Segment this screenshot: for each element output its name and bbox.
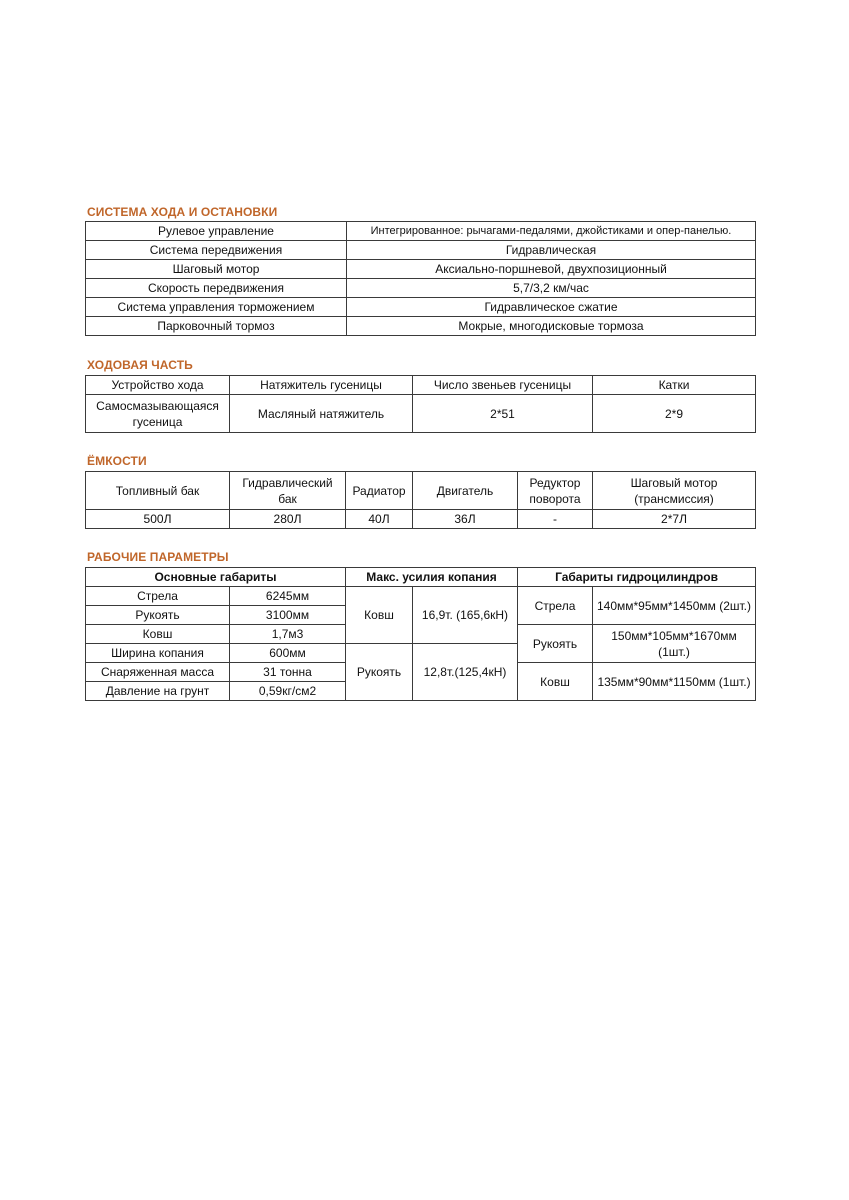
header-cell: Шаговый мотор (трансмиссия) [593,472,756,510]
value-cell: - [518,510,593,529]
cylinder-value: 150мм*105мм*1670мм (1шт.) [593,625,756,663]
dimension-label: Рукоять [86,606,230,625]
table-row [86,510,756,529]
group-header-dimensions: Основные габариты [86,568,346,587]
row-value: Интегрированное: рычагами-педалями, джойстиками и опер-панелью. [347,222,756,241]
row-label: Парковочный тормоз [86,317,347,336]
dimension-label: Ширина копания [86,644,230,663]
dimension-label: Давление на грунт [86,682,230,701]
header-cell: Натяжитель гусеницы [230,376,413,395]
header-cell: Катки [593,376,756,395]
dimension-value: 1,7м3 [230,625,346,644]
header-cell: Устройство хода [86,376,230,395]
section-title-undercarriage: ХОДОВАЯ ЧАСТЬ [87,358,193,372]
cylinder-value: 140мм*95мм*1450мм (2шт.) [593,587,756,625]
row-label: Шаговый мотор [86,260,347,279]
row-value: Гидравлическое сжатие [347,298,756,317]
running-table [85,221,756,336]
row-value: 5,7/3,2 км/час [347,279,756,298]
value-cell: 280Л [230,510,346,529]
dimension-value: 6245мм [230,587,346,606]
table-row [86,568,756,587]
header-cell: Топливный бак [86,472,230,510]
header-cell: Гидравлический бак [230,472,346,510]
table-row [86,298,756,317]
row-value: Аксиально-поршневой, двухпозиционный [347,260,756,279]
section-title-capacities: ЁМКОСТИ [87,454,147,468]
header-cell: Двигатель [413,472,518,510]
cylinder-value: 135мм*90мм*1150мм (1шт.) [593,663,756,701]
cylinder-label: Ковш [518,663,593,701]
dimension-label: Стрела [86,587,230,606]
table-row [86,472,756,510]
table-row [86,260,756,279]
value-cell: 36Л [413,510,518,529]
table-row [86,317,756,336]
force-label: Рукоять [346,644,413,701]
value-cell: 2*9 [593,395,756,433]
row-value: Гидравлическая [347,241,756,260]
group-header-cylinders: Габариты гидроцилиндров [518,568,756,587]
row-label: Система передвижения [86,241,347,260]
row-value: Мокрые, многодисковые тормоза [347,317,756,336]
capacities-table [85,471,756,529]
table-row [86,222,756,241]
value-cell: Самосмазывающаяся гусеница [86,395,230,433]
dimension-label: Снаряженная масса [86,663,230,682]
cylinder-label: Рукоять [518,625,593,663]
value-cell: 2*51 [413,395,593,433]
dimension-value: 0,59кг/см2 [230,682,346,701]
cylinder-label: Стрела [518,587,593,625]
table-row [86,587,756,606]
value-cell: 40Л [346,510,413,529]
section-title-running: СИСТЕМА ХОДА И ОСТАНОВКИ [87,205,278,219]
force-label: Ковш [346,587,413,644]
header-cell: Радиатор [346,472,413,510]
header-cell: Редуктор поворота [518,472,593,510]
dimension-value: 600мм [230,644,346,663]
row-label: Рулевое управление [86,222,347,241]
row-label: Скорость передвижения [86,279,347,298]
dimension-value: 31 тонна [230,663,346,682]
undercarriage-table [85,375,756,433]
table-row [86,279,756,298]
header-cell: Число звеньев гусеницы [413,376,593,395]
force-value: 16,9т. (165,6кН) [413,587,518,644]
table-row [86,395,756,433]
section-title-working: РАБОЧИЕ ПАРАМЕТРЫ [87,550,229,564]
value-cell: 2*7Л [593,510,756,529]
value-cell: Масляный натяжитель [230,395,413,433]
table-row [86,241,756,260]
value-cell: 500Л [86,510,230,529]
dimension-label: Ковш [86,625,230,644]
force-value: 12,8т.(125,4кН) [413,644,518,701]
dimension-value: 3100мм [230,606,346,625]
working-table [85,567,756,701]
group-header-digging: Макс. усилия копания [346,568,518,587]
table-row [86,376,756,395]
row-label: Система управления торможением [86,298,347,317]
